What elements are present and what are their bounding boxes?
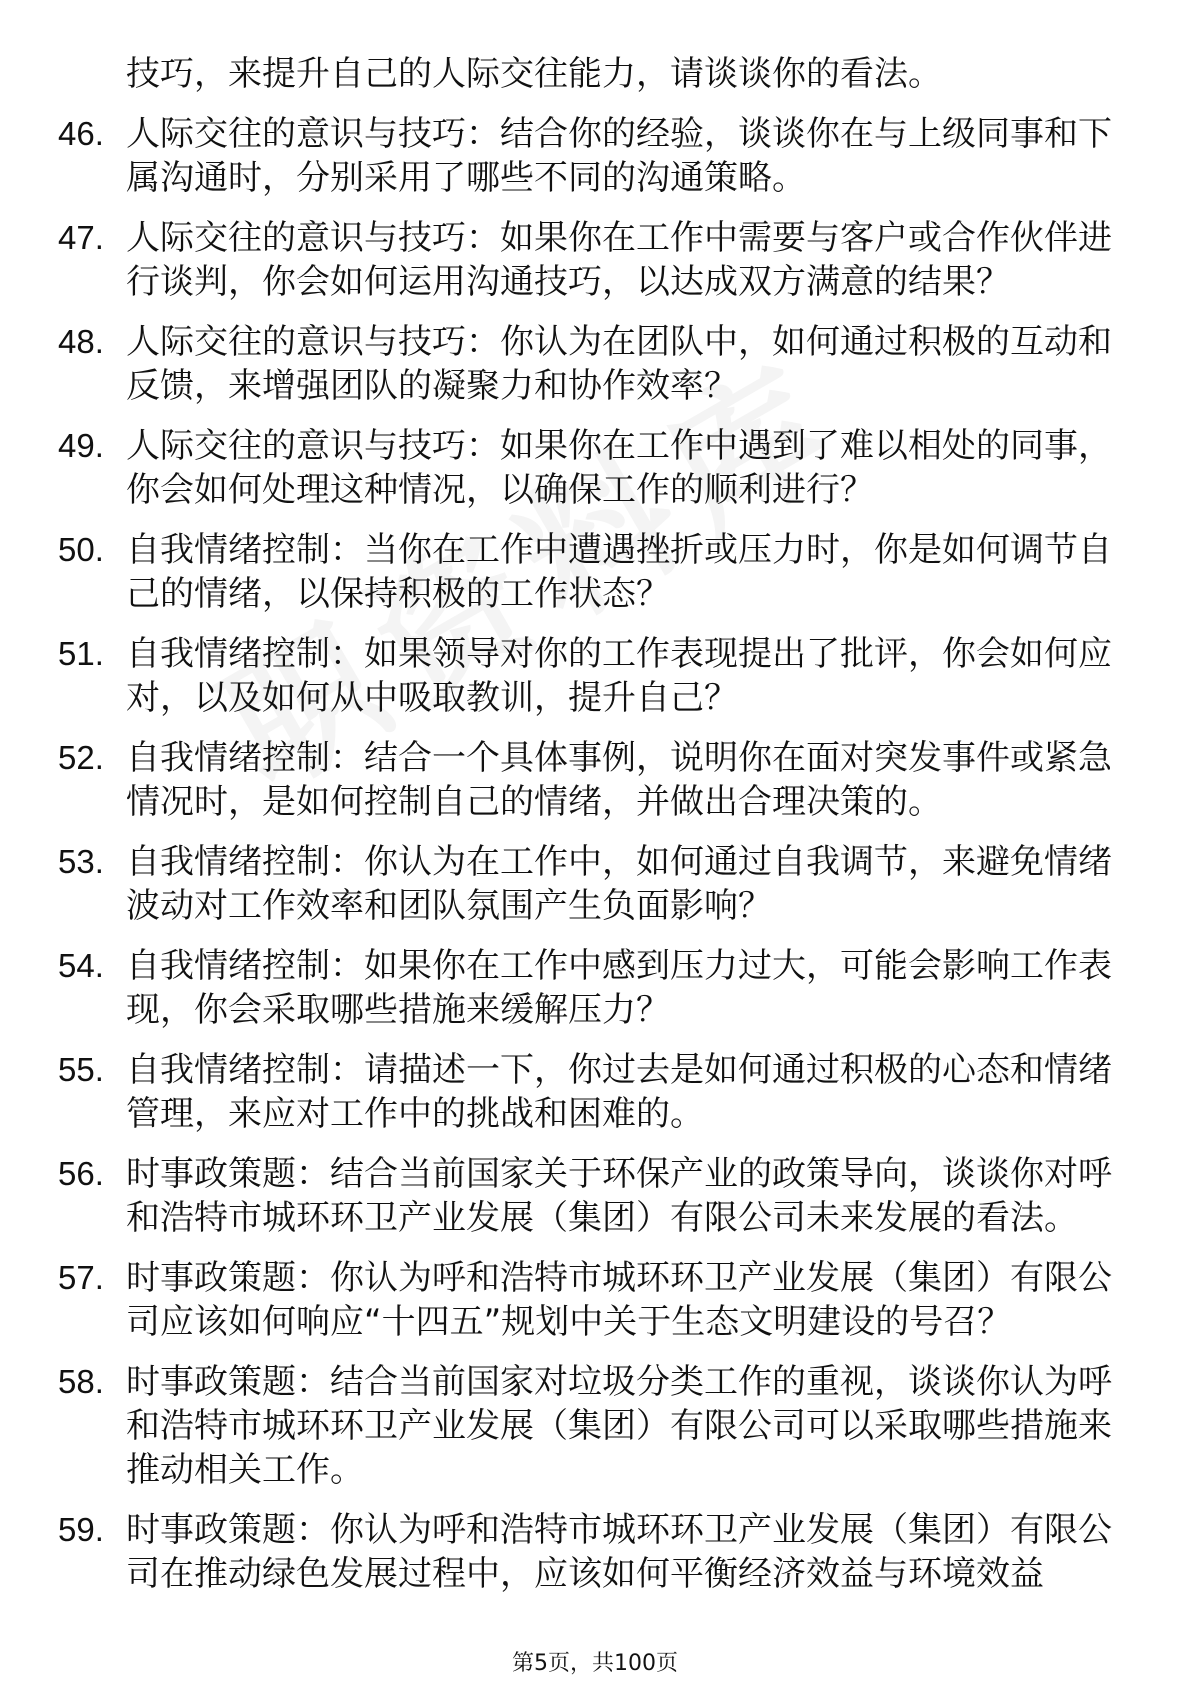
item-text: 自我情绪控制：你认为在工作中，如何通过自我调节，来避免情绪波动对工作效率和团队氛围产生负面影响？ bbox=[126, 842, 1112, 926]
item-text: 人际交往的意识与技巧：你认为在团队中，如何通过积极的互动和反馈，来增强团队的凝聚力和协作效率？ bbox=[126, 322, 1112, 406]
continuation-line bbox=[58, 52, 1133, 96]
item-number: 57. bbox=[58, 1259, 104, 1296]
item-text: 时事政策题：结合当前国家对垃圾分类工作的重视，谈谈你认为呼和浩特市城环环卫产业发展（集团）有限公司可以采取哪些措施来推动相关工作。 bbox=[126, 1362, 1112, 1490]
item-number: 56. bbox=[58, 1155, 104, 1192]
list-item bbox=[58, 320, 1133, 408]
list-item bbox=[58, 736, 1133, 824]
list-item bbox=[58, 216, 1133, 304]
item-text: 自我情绪控制：结合一个具体事例，说明你在面对突发事件或紧急情况时，是如何控制自己的情绪，并做出合理决策的。 bbox=[126, 738, 1112, 822]
item-number: 46. bbox=[58, 115, 104, 152]
item-number: 47. bbox=[58, 219, 104, 256]
list-item bbox=[58, 944, 1133, 1032]
continuation-text: 技巧，来提升自己的人际交往能力，请谈谈你的看法。 bbox=[126, 54, 942, 94]
item-number: 53. bbox=[58, 843, 104, 880]
item-text: 时事政策题：你认为呼和浩特市城环环卫产业发展（集团）有限公司应该如何响应“十四五”规划中关于生态文明建设的号召？ bbox=[126, 1258, 1112, 1342]
list-item bbox=[58, 1048, 1133, 1136]
question-list bbox=[58, 52, 1133, 1612]
item-number: 51. bbox=[58, 635, 104, 672]
item-text: 人际交往的意识与技巧：如果你在工作中需要与客户或合作伙伴进行谈判，你会如何运用沟通技巧，以达成双方满意的结果？ bbox=[126, 218, 1112, 302]
item-number: 49. bbox=[58, 427, 104, 464]
item-number: 48. bbox=[58, 323, 104, 360]
list-item bbox=[58, 1508, 1133, 1596]
item-text: 人际交往的意识与技巧：如果你在工作中遇到了难以相处的同事，你会如何处理这种情况，以确保工作的顺利进行？ bbox=[126, 426, 1112, 510]
item-number: 50. bbox=[58, 531, 104, 568]
item-number: 54. bbox=[58, 947, 104, 984]
list-item bbox=[58, 424, 1133, 512]
list-item bbox=[58, 1256, 1133, 1344]
list-item bbox=[58, 528, 1133, 616]
item-text: 自我情绪控制：如果领导对你的工作表现提出了批评，你会如何应对，以及如何从中吸取教训，提升自己？ bbox=[126, 634, 1112, 718]
item-number: 55. bbox=[58, 1051, 104, 1088]
item-text: 人际交往的意识与技巧：结合你的经验，谈谈你在与上级同事和下属沟通时，分别采用了哪些不同的沟通策略。 bbox=[126, 114, 1112, 198]
item-number: 52. bbox=[58, 739, 104, 776]
item-text: 时事政策题：结合当前国家关于环保产业的政策导向，谈谈你对呼和浩特市城环环卫产业发展（集团）有限公司未来发展的看法。 bbox=[126, 1154, 1112, 1238]
item-text: 自我情绪控制：如果你在工作中感到压力过大，可能会影响工作表现，你会采取哪些措施来缓解压力？ bbox=[126, 946, 1112, 1030]
page-footer: 第5页，共100页 bbox=[512, 1651, 678, 1676]
list-item bbox=[58, 840, 1133, 928]
item-text: 时事政策题：你认为呼和浩特市城环环卫产业发展（集团）有限公司在推动绿色发展过程中，应该如何平衡经济效益与环境效益 bbox=[126, 1510, 1112, 1594]
item-text: 自我情绪控制：请描述一下，你过去是如何通过积极的心态和情绪管理，来应对工作中的挑战和困难的。 bbox=[126, 1050, 1112, 1134]
list-item bbox=[58, 1360, 1133, 1492]
list-item bbox=[58, 112, 1133, 200]
list-item bbox=[58, 632, 1133, 720]
item-number: 58. bbox=[58, 1363, 104, 1400]
list-item bbox=[58, 1152, 1133, 1240]
item-number: 59. bbox=[58, 1511, 104, 1548]
item-text: 自我情绪控制：当你在工作中遭遇挫折或压力时，你是如何调节自己的情绪，以保持积极的工作状态？ bbox=[126, 530, 1112, 614]
